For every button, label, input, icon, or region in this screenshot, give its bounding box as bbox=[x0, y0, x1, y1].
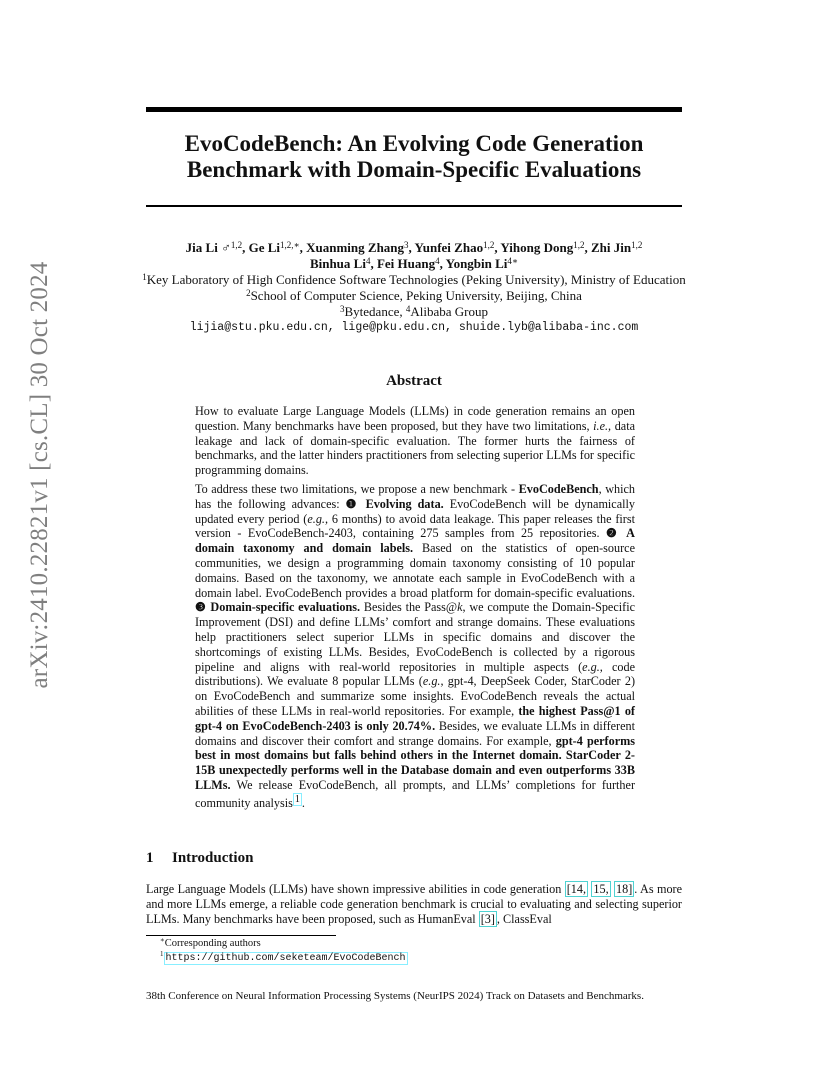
arxiv-watermark bbox=[20, 261, 60, 689]
author-name: Binhua Li bbox=[309, 256, 366, 271]
author-affil-mark: 1,2 bbox=[230, 240, 243, 250]
text-run: Based on the statistics of open-source communities, we design a programming domain taxonomy consisting of 10 popular domains. Based on the taxonomy, we annotate each sample in EvoCodeBench with a domain label. EvoCodeBench provides a broad platform for domain-specific evaluations. bbox=[195, 541, 635, 600]
text-run: 6 months) to avoid data leakage. This paper releases the first version - EvoCodeBench-2403, containing 275 samples from 25 repositories. bbox=[195, 511, 635, 541]
text-run: We release EvoCodeBench, all prompts, and LLMs’ completions for further community analysis bbox=[195, 777, 635, 810]
affiliation-2 bbox=[120, 288, 708, 304]
text-run: Large Language Models (LLMs) have shown impressive abilities in code generation bbox=[146, 882, 565, 896]
author-names bbox=[120, 240, 708, 272]
author-affil-mark: 1,2 bbox=[631, 240, 643, 250]
author-name: , Zhi Jin bbox=[584, 240, 632, 255]
text-run: the highest Pass@1 of gpt-4 on EvoCodeBench-2403 is only 20.74%. bbox=[195, 703, 635, 733]
text-run: ❷ A domain taxonomy and domain labels. bbox=[195, 526, 635, 556]
text-run: Besides the Pass@ bbox=[360, 600, 458, 615]
text-run: gpt-4, DeepSeek Coder, StarCoder 2) on EvoCodeBench and summarize some insights. EvoCodeBench reveals the actual abilities of these LLMs in real-world repositories. For example, bbox=[195, 674, 635, 718]
author-affil-mark: 4 bbox=[365, 256, 371, 266]
intro-paragraph bbox=[146, 882, 682, 927]
text-run: EvoCodeBench will be dynamically updated every period ( bbox=[195, 496, 635, 526]
title-line-2: Benchmark with Domain-Specific Evaluations bbox=[186, 157, 642, 182]
section-number: 1 bbox=[146, 850, 154, 866]
affil-mark: 1 bbox=[142, 272, 147, 282]
affil-mark: 3 bbox=[340, 304, 345, 314]
affiliation-1 bbox=[120, 272, 708, 288]
author-name: Jia Li ♂ bbox=[185, 240, 231, 255]
affil-text: School of Computer Science, Peking University, Beijing, China bbox=[250, 288, 582, 303]
citation-link[interactable]: 15, bbox=[593, 882, 609, 896]
text-run: gpt-4 performs best in most domains but falls behind others in the Internet domain. StarCoder 2-15B unexpectedly performs well in the Database domain and even outperforms 33B LLMs. bbox=[195, 733, 635, 792]
author-affil-mark: 4 bbox=[435, 256, 440, 266]
author-name: , Fei Huang bbox=[370, 256, 436, 271]
author-name: , Xuanming Zhang bbox=[299, 240, 405, 255]
text-run: e.g., bbox=[422, 674, 444, 689]
abstract-paragraph-1 bbox=[195, 404, 635, 478]
author-name: , Ge Li bbox=[242, 240, 280, 255]
footnote-corresponding bbox=[160, 937, 408, 951]
text-run: , ClassEval bbox=[496, 912, 552, 926]
abstract-body bbox=[195, 404, 635, 815]
text-run: , we compute the Domain-Specific Improvement (DSI) and define LLMs’ comfort and strange domains. These evaluations help practitioners select superior LLMs in specific domains and discover the shortcomings of existing LLMs. Besides, EvoCodeBench is collected by a rigorous pipeline and aligns with real-world repositories in multiple aspects ( bbox=[195, 600, 635, 674]
text-run: . As more and more LLMs emerge, a reliable code generation benchmark is crucial to evaluating and selecting superior LLMs. Many benchmarks have been proposed, such as HumanEval bbox=[146, 882, 683, 926]
arxiv-id: arXiv:2410.22821v1 [cs.CL] 30 Oct 2024 bbox=[26, 261, 53, 689]
affil-text: Alibaba Group bbox=[410, 304, 488, 319]
abstract-paragraph-2 bbox=[195, 482, 635, 811]
footnote-mark: ∗ bbox=[160, 936, 165, 944]
section-title: Introduction bbox=[172, 850, 254, 866]
text-run: e.g., bbox=[582, 659, 603, 674]
author-affil-mark: 1,2,∗ bbox=[280, 240, 300, 250]
section-heading bbox=[146, 850, 253, 867]
citation-link[interactable]: 18] bbox=[616, 882, 633, 896]
author-affil-mark: 1,2 bbox=[573, 240, 585, 250]
title-bottom-rule bbox=[146, 205, 682, 207]
paper-title bbox=[146, 131, 682, 183]
affil-text: Bytedance, bbox=[344, 304, 406, 319]
footnote-link[interactable]: 1 bbox=[294, 793, 300, 805]
title-line-1: EvoCodeBench: An Evolving Code Generation bbox=[184, 131, 644, 156]
footnote-rule bbox=[146, 935, 336, 936]
author-name: , Yihong Dong bbox=[494, 240, 574, 255]
author-name: , Yunfei Zhao bbox=[408, 240, 484, 255]
text-run: EvoCodeBench bbox=[518, 481, 599, 496]
affil-mark: 4 bbox=[405, 304, 411, 314]
text-run: data leakage and lack of domain-specific evaluation. The former hurts the fairness of benchmarks, and the latter hinders practitioners from selecting superior LLMs for specific programming domains. bbox=[195, 418, 635, 478]
footnotes bbox=[160, 937, 408, 966]
citation-link[interactable]: [14, bbox=[566, 882, 587, 896]
text-run: ❶ Evolving data. bbox=[345, 496, 444, 511]
footnote-url bbox=[160, 951, 408, 966]
author-name: , Yongbin Li bbox=[439, 256, 508, 271]
text-run: k bbox=[457, 600, 463, 615]
affil-text: Key Laboratory of High Confidence Software Technologies (Peking University), Ministry of Education bbox=[146, 272, 686, 287]
citation-link[interactable]: [3] bbox=[480, 912, 495, 926]
text-run: . bbox=[301, 795, 305, 810]
text-run: i.e., bbox=[593, 418, 612, 433]
author-affil-mark: 3 bbox=[404, 240, 409, 250]
text-run: To address these two limitations, we propose a new benchmark - bbox=[195, 481, 519, 496]
title-top-rule bbox=[146, 107, 682, 112]
conference-footer: 38th Conference on Neural Information Processing Systems (NeurIPS 2024) Track on Datasets and Benchmarks. bbox=[146, 990, 644, 1002]
text-run: Besides, we evaluate LLMs in different domains and discover their comfort and strange domains. For example, bbox=[195, 718, 635, 748]
text-run: code distributions). We evaluate 8 popular LLMs ( bbox=[195, 659, 635, 689]
author-affil-mark: 4∗ bbox=[507, 256, 519, 266]
text-run: ❸ Domain-specific evaluations. bbox=[195, 600, 361, 615]
footnote-text: Corresponding authors bbox=[164, 938, 261, 949]
affil-mark: 2 bbox=[246, 288, 251, 298]
text-run: , which has the following advances: bbox=[195, 481, 635, 511]
author-emails: lijia@stu.pku.edu.cn, lige@pku.edu.cn, shuide.lyb@alibaba-inc.com bbox=[189, 321, 639, 334]
text-run: How to evaluate Large Language Models (LLMs) in code generation remains an open question. Many benchmarks have been proposed, but they have two limitations, bbox=[195, 404, 635, 433]
text-run: e.g., bbox=[307, 511, 329, 526]
github-link[interactable]: https://github.com/seketeam/EvoCodeBench bbox=[165, 953, 406, 964]
abstract-heading: Abstract bbox=[386, 373, 442, 389]
footnote-mark: 1 bbox=[160, 950, 164, 958]
author-affil-mark: 1,2 bbox=[483, 240, 495, 250]
affiliation-3-4 bbox=[120, 304, 708, 320]
author-block bbox=[120, 240, 708, 336]
